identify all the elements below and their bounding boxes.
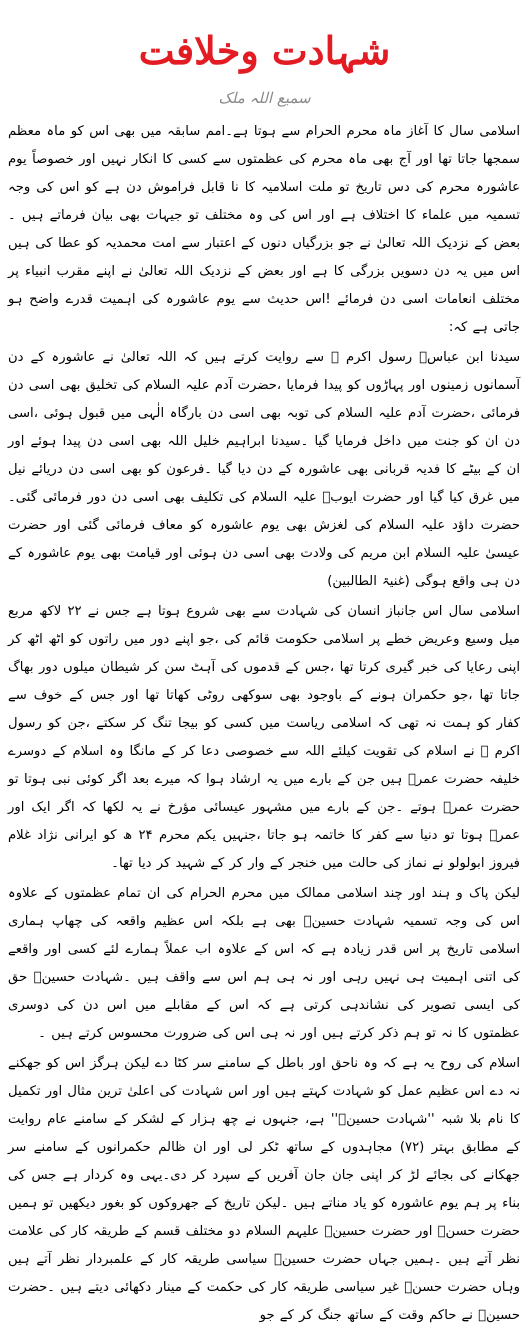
paragraph-hussain: لیکن پاک و ہند اور چند اسلامی ممالک میں محرم الحرام کی ان تمام عظمتوں کے علاوہ اس کی وجہ تسمیہ شہادت حسینؓ بھی ہے بلکہ اس عظیم واقعہ کی چھاپ ہماری اسلامی تاریخ پر اس قدر زیادہ ہے کہ اس کے علاوہ اب عملاً ہمارے لئے کسی اور واقعے کی اتنی اہمیت ہی نہیں رہی اور نہ ہی ہم اس سے واقف ہیں ۔شہادت حسینؓ حق کی ایسی تصویر کی نشاندہی کرتی ہے کہ اس کے مقابلے میں اس دن کی دوسری عظمتوں کا نہ تو ہم ذکر کرتے ہیں اور نہ ہی اس کی ضرورت محسوس کرتے ہیں ۔ — [8, 886, 520, 1041]
article-title: شہادت وخلافت — [138, 28, 391, 73]
paragraph-martyrdom: اسلام کی روح یہ ہے کہ وہ ناحق اور باطل کے سامنے سر کٹا دے لیکن ہرگز اس کو جھکنے نہ دے اس عظیم عمل کو شہادت کہتے ہیں اور اس شہادت کی اعلیٰ ترین مثال اور تکمیل کا نام بلا شبہ ''شہادت حسینؓ'' ہے، جنہوں نے چھ ہزار کے لشکر کے سامنے عام روایت کے مطابق بہتر (۷۲) مجاہدوں کے ساتھ ٹکر لی اور ان ظالم حکمرانوں کے سامنے سر جھکانے کی بجائے لڑ کر اپنی جان جان آفریں کے سپرد کر دی۔یہی وہ کردار ہے جس کی بناء پر ہم یوم عاشورہ کو یاد مناتے ہیں ۔لیکن تاریخ کے جھروکوں کو بغور دیکھیں تو ہمیں حضرت حسنؓ اور حضرت حسینؓ علیہم السلام دو مختلف قسم کے طریقہ کار کی علامت نظر آتے ہیں ۔ہمیں جہاں حضرت حسینؓ سیاسی طریقہ کار کے علمبردار نظر آتے ہیں وہاں حضرت حسنؓ غیر سیاسی طریقہ کار کی حکمت کے مینار دکھائی دیتے ہیں ۔حضرت حسینؓ نے حاکم وقت کے ساتھ جنگ کر کے جو — [8, 1056, 520, 1323]
article-body — [8, 118, 521, 1323]
paragraph-hadith: سیدنا ابن عباسؓ رسول اکرم ﷺ سے روایت کرتے ہیں کہ اللہ تعالیٰ نے عاشورہ کے دن آسمانوں زمینوں اور پہاڑوں کو پیدا فرمایا ،حضرت آدم علیہ السلام کی تخلیق بھی اسی دن فرمائی ،حضرت آدم علیہ السلام کی توبہ بھی اسی دن بارگاہ الٰہی میں قبول ہوئی ،اسی دن ان کو جنت میں داخل فرمایا گیا ۔سیدنا ابراہیم خلیل اللہ بھی اسی دن پیدا ہوئے اور ان کے بیٹے کا فدیہ قربانی بھی عاشورہ کے دن دیا گیا ۔فرعون کو بھی اسی دن دریائے نیل میں غرق کیا گیا اور حضرت ایوبؑ علیہ السلام کی تکلیف بھی اسی دن دور فرمائی گئی۔حضرت داؤد علیہ السلام کی لغزش بھی یوم عاشورہ کو معاف فرمائی گئی اور حضرت عیسیٰ علیہ السلام ابن مریم کی ولادت بھی اسی دن ہوئی اور قیامت بھی یوم عاشورہ کے دن ہی واقع ہوگی (غنیۃ الطالبین) — [8, 350, 520, 589]
paragraph-umar: اسلامی سال اس جانباز انسان کی شہادت سے بھی شروع ہوتا ہے جس نے ۲۲ لاکھ مربع میل وسیع وعریض خطے پر اسلامی حکومت قائم کی ،جو اپنے دور میں راتوں کو اٹھ اٹھ کر اپنی رعایا کی خبر گیری کرتا تھا ،جس کے قدموں کی آہٹ سن کر شیطان میلوں دور بھاگ جاتا تھا ،جو حکمران ہونے کے باوجود بھی سوکھی روٹی کھاتا تھا اور جس کے خوف سے کفار کو ہمت نہ تھی کہ اسلامی ریاست میں کسی کو بیجا تنگ کر سکتے ،جن کو رسول اکرم ﷺ نے اسلام کی تقویت کیلئے اللہ سے خصوصی دعا کر کے مانگا وہ اسلام کے دوسرے خلیفہ حضرت عمرؓ ہیں جن کے بارے میں یہ ارشاد ہوا کہ میرے بعد اگر کوئی نبی ہوتا تو حضرت عمرؓ ہوتے ۔جن کے بارے میں مشہور عیسائی مؤرخ نے یہ لکھا کہ اگر ایک اور عمرؓ ہوتا تو دنیا سے کفر کا خاتمہ ہو جاتا ،جنہیں یکم محرم ۲۴ ھ کو ایرانی نژاد غلام فیروز ابولولو نے نماز کی حالت میں خنجر کے وار کر کے شہید کر دیا تھا۔ — [8, 604, 521, 871]
paragraph-intro: اسلامی سال کا آغاز ماہ محرم الحرام سے ہوتا ہے۔امم سابقہ میں بھی اس کو ماہ معظم سمجھا جاتا تھا اور آج بھی ماہ محرم کی عظمتوں سے کسی کا انکار نہیں اور خصوصاً یوم عاشورہ محرم کی دس تاریخ تو ملت اسلامیہ کا نا قابل فراموش دن ہے کو اس کی وجہ تسمیہ میں علماء کا اختلاف ہے اور اس کی وہ مختلف تو جیہات بھی بیان فرماتے ہیں ۔بعض کے نزدیک اللہ تعالیٰ نے جو بزرگیاں دنوں کے اعتبار سے امت محمدیہ کو عطا کی ہیں اس میں یہ دن دسویں بزرگی کا ہے اور بعض کے نزدیک اللہ تعالیٰ نے اپنے مقرب انبیاء پر مختلف انعامات اسی دن فرمائے !اس حدیث سے یوم عاشورہ کی اہمیت قدرے واضح ہو جاتی ہے کہ: — [8, 124, 520, 335]
author-name: سمیع اللہ ملک — [218, 89, 311, 107]
